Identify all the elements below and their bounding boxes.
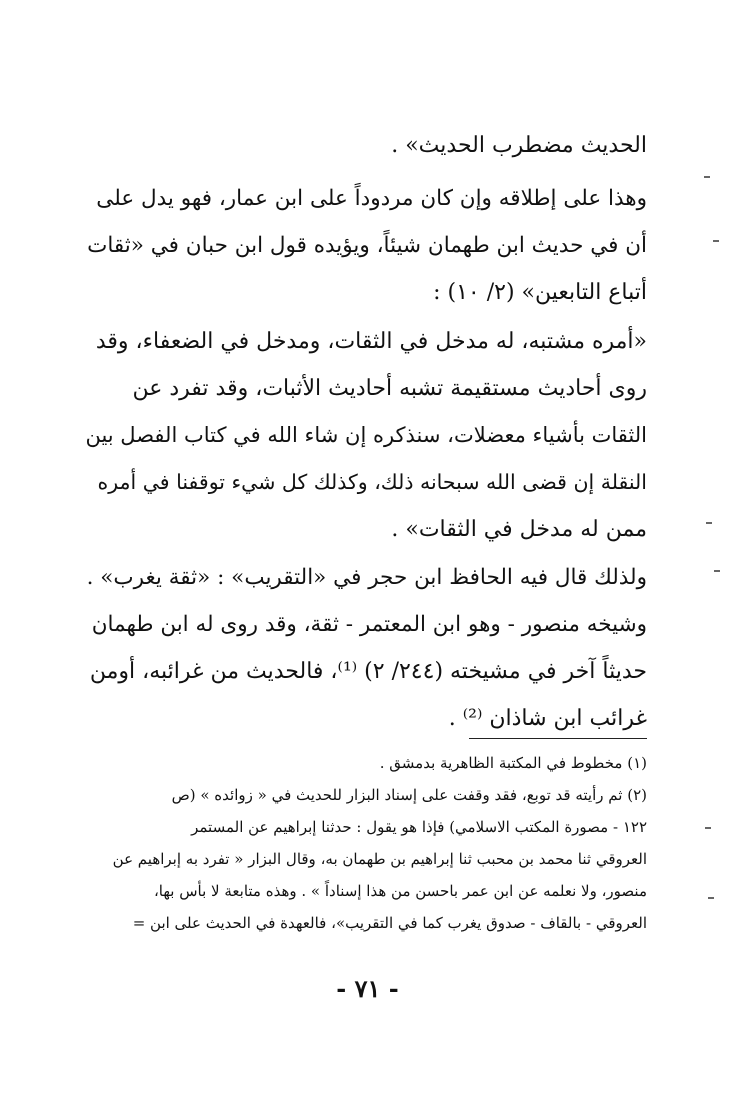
text-line: الثقات بأشياء معضلات، سنذكره إن شاء الله في كتاب الفصل بين — [85, 423, 647, 447]
scan-margin-mark — [704, 176, 710, 178]
footnote-line: منصور، ولا نعلمه عن ابن عمر باحسن من هذا إسناداً » . وهذه متابعة لا بأس بها، — [153, 882, 647, 900]
footnotes — [82, 747, 647, 939]
text-line: وهذا على إطلاقه وإن كان مردوداً على ابن عمار، فهو يدل على — [96, 186, 647, 211]
quotation-paragraph — [85, 318, 647, 553]
footnote-line: (١) مخطوط في المكتبة الظاهرية بدمشق . — [379, 754, 647, 772]
text-line: النقلة إن قضى الله سبحانه ذلك، وكذلك كل شيء توقفنا في أمره — [97, 470, 647, 494]
text-line: أتباع التابعين» (٢/ ١٠) : — [433, 280, 647, 305]
footnote-line: (٢) ثم رأيته قد توبع، فقد وقفت على إسناد البزار للحديث في « زوائده » (ص — [171, 786, 647, 804]
page-number: - ٧١ - — [336, 974, 399, 1003]
scan-margin-mark — [705, 827, 711, 829]
text-line: ممن له مدخل في الثقات» . — [391, 517, 647, 542]
scan-margin-mark — [714, 570, 720, 572]
scan-margin-mark — [713, 240, 719, 242]
text-line: روى أحاديث مستقيمة تشبه أحاديث الأثبات، وقد تفرد عن — [132, 376, 647, 401]
text-line: «أمره مشتبه، له مدخل في الثقات، ومدخل في الضعفاء، وقد — [95, 329, 647, 354]
footnote-line: العروقي ثنا محمد بن محبب ثنا إبراهيم بن طهمان به، وقال البزار « تفرد به إبراهيم عن — [112, 850, 647, 868]
scan-margin-mark — [708, 897, 714, 899]
text-line: الحديث مضطرب الحديث» . — [391, 133, 647, 158]
scan-margin-mark — [706, 522, 712, 524]
paragraph-4 — [85, 554, 647, 742]
footnote-line: ١٢٢ - مصورة المكتب الاسلامي) فإذا هو يقول : حدثنا إبراهيم عن المستمر — [191, 818, 647, 836]
text-line: أن في حديث ابن طهمان شيئاً، ويؤيده قول ابن حبان في «ثقات — [87, 233, 647, 258]
paragraph-2 — [85, 175, 647, 316]
text-line: حديثاً آخر في مشيخته (٢٤٤/ ٢) ⁽¹⁾، فالحديث من غرائبه، أومن — [89, 659, 647, 684]
text-line: وشيخه منصور - وهو ابن المعتمر - ثقة، وقد روى له ابن طهمان — [91, 612, 647, 637]
text-line: غرائب ابن شاذان ⁽²⁾ . — [448, 706, 647, 731]
paragraph-1 — [85, 122, 647, 169]
text-line: ولذلك قال فيه الحافظ ابن حجر في «التقريب» : «ثقة يغرب» . — [86, 565, 647, 590]
footnote-divider — [469, 738, 647, 739]
footnote-line: العروقي - بالقاف - صدوق يغرب كما في التقريب»، فالعهدة في الحديث على ابن = — [132, 914, 647, 932]
